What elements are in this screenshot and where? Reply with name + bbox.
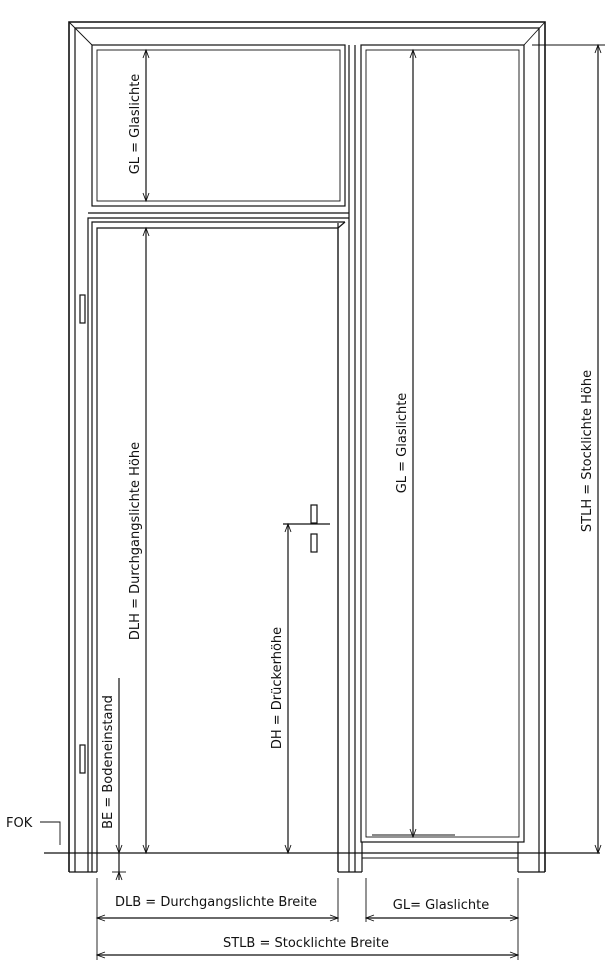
dim-dh xyxy=(285,524,291,853)
dim-gl-side xyxy=(372,50,455,837)
label-stlh: STLH = Stocklichte Höhe xyxy=(580,369,595,533)
label-gl-bottom: GL= Glaslichte xyxy=(392,898,490,913)
label-gl-side: GL = Glaslichte xyxy=(395,392,410,494)
dim-gl-transom xyxy=(143,50,149,201)
fok-leader xyxy=(40,822,60,845)
side-light xyxy=(361,45,524,872)
dim-dlh xyxy=(143,228,149,853)
mullion xyxy=(338,45,355,872)
label-dlh: DLH = Durchgangslichte Höhe xyxy=(128,441,143,641)
label-fok: FOK xyxy=(6,816,33,831)
label-be: BE = Bodeneinstand xyxy=(101,695,116,829)
label-dh: DH = Drückerhöhe xyxy=(270,626,285,750)
label-dlb: DLB = Durchgangslichte Breite xyxy=(114,895,318,910)
label-stlb: STLB = Stocklichte Breite xyxy=(222,936,390,951)
label-gl-transom: GL = Glaslichte xyxy=(128,73,143,175)
lower-hinge xyxy=(80,745,85,773)
upper-hinge xyxy=(80,295,85,323)
